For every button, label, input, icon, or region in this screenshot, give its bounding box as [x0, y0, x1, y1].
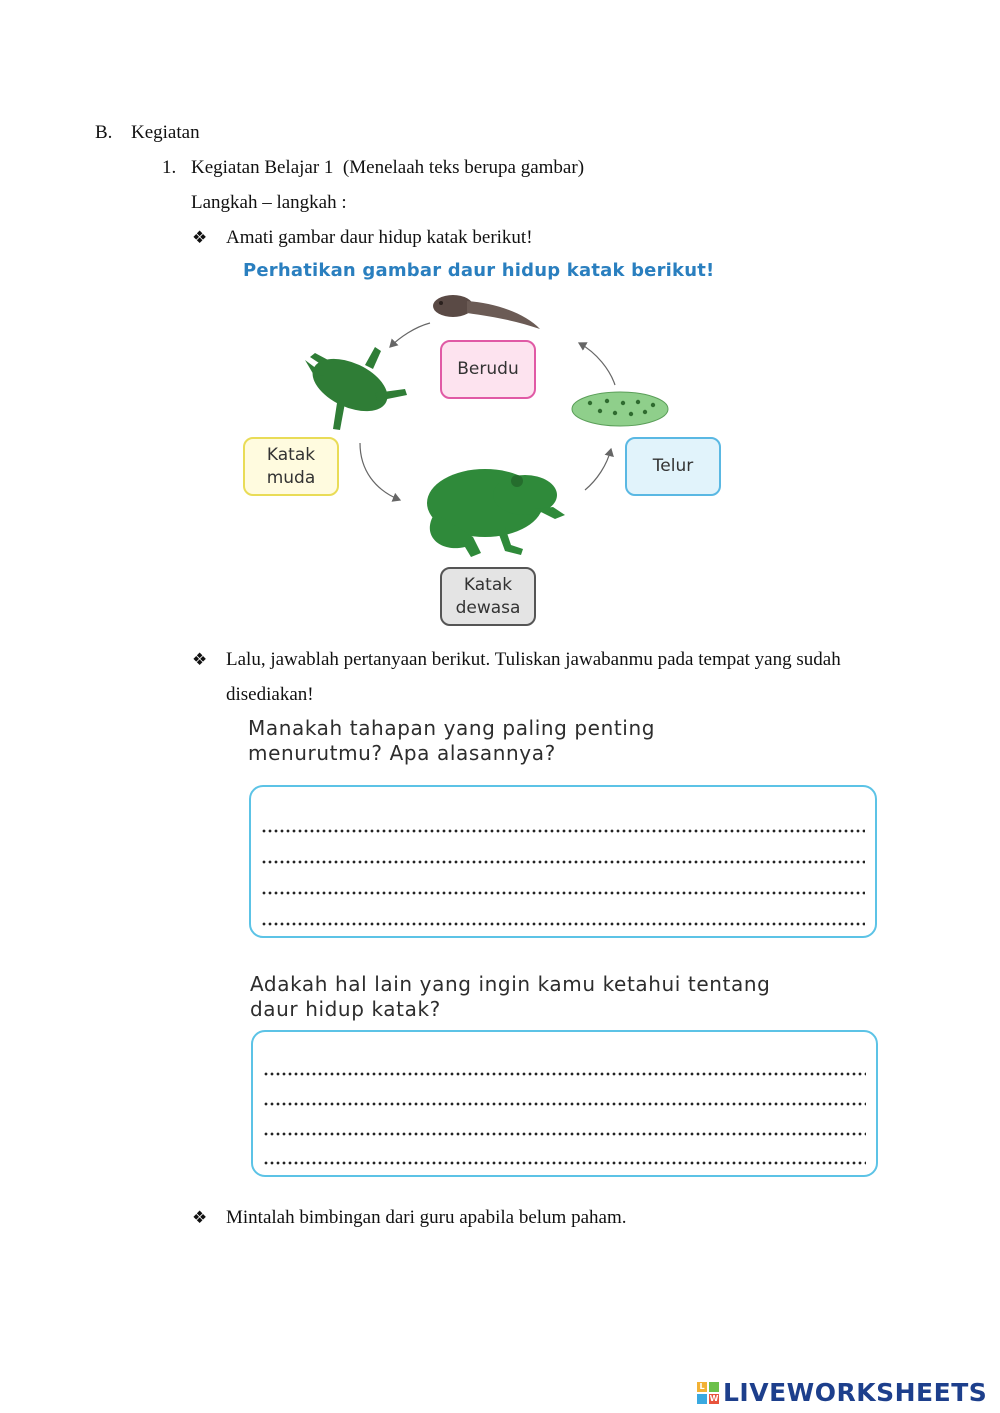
logo-mark-tile [709, 1382, 719, 1392]
answer-box-1[interactable] [249, 785, 877, 938]
arrow-egg-to-tadpole [579, 343, 615, 385]
activity-title: Kegiatan Belajar 1 (Menelaah teks berupa gambar) [191, 157, 585, 178]
answer-line [263, 1100, 866, 1108]
bullet-answer-instruction: Lalu, jawablah pertanyaan berikut. Tuliskan jawabanmu pada tempat yang sudah [226, 649, 841, 670]
answer-line [261, 920, 865, 928]
logo-mark-letter: W [709, 1393, 719, 1403]
logo-mark-tile [697, 1394, 707, 1404]
answer-line [261, 827, 865, 835]
liveworksheets-mark-icon [697, 1382, 719, 1404]
bullet-answer-instruction-cont: disediakan! [226, 684, 314, 705]
figure-title: Perhatikan gambar daur hidup katak berikut! [243, 260, 715, 281]
stage-katak-dewasa: Katak dewasa [440, 567, 536, 626]
stage-telur: Telur [625, 437, 721, 496]
adult-frog-icon [427, 469, 565, 557]
tadpole-icon [433, 295, 540, 329]
bullet-observe: Amati gambar daur hidup katak berikut! [226, 227, 533, 248]
answer-line [261, 889, 865, 897]
bullet-diamond-icon: ❖ [192, 1208, 208, 1227]
bullet-diamond-icon: ❖ [192, 228, 208, 247]
section-title: Kegiatan [131, 122, 200, 143]
section-letter: B. [95, 122, 113, 143]
answer-line [261, 858, 865, 866]
answer-line [263, 1159, 866, 1167]
answer-line [263, 1130, 866, 1138]
liveworksheets-logo [697, 1378, 987, 1407]
logo-mark-letter: L [697, 1382, 707, 1392]
question-1: Manakah tahapan yang paling penting menurutmu? Apa alasannya? [248, 716, 656, 765]
young-frog-icon [304, 347, 407, 430]
answer-line [263, 1070, 866, 1078]
arrow-tadpole-to-young [390, 323, 430, 347]
brand-name: LIVEWORKSHEETS [723, 1378, 988, 1407]
bullet-diamond-icon: ❖ [192, 650, 208, 669]
stage-berudu: Berudu [440, 340, 536, 399]
frog-eggs-icon [572, 392, 668, 426]
question-2: Adakah hal lain yang ingin kamu ketahui tentang daur hidup katak? [250, 972, 771, 1021]
arrow-adult-to-egg [585, 449, 611, 490]
activity-number: 1. [162, 157, 177, 178]
answer-box-2[interactable] [251, 1030, 878, 1177]
stage-katak-muda: Katak muda [243, 437, 339, 496]
steps-label: Langkah – langkah : [191, 192, 347, 213]
arrow-young-to-adult [360, 443, 400, 500]
bullet-ask-teacher: Mintalah bimbingan dari guru apabila belum paham. [226, 1207, 627, 1228]
